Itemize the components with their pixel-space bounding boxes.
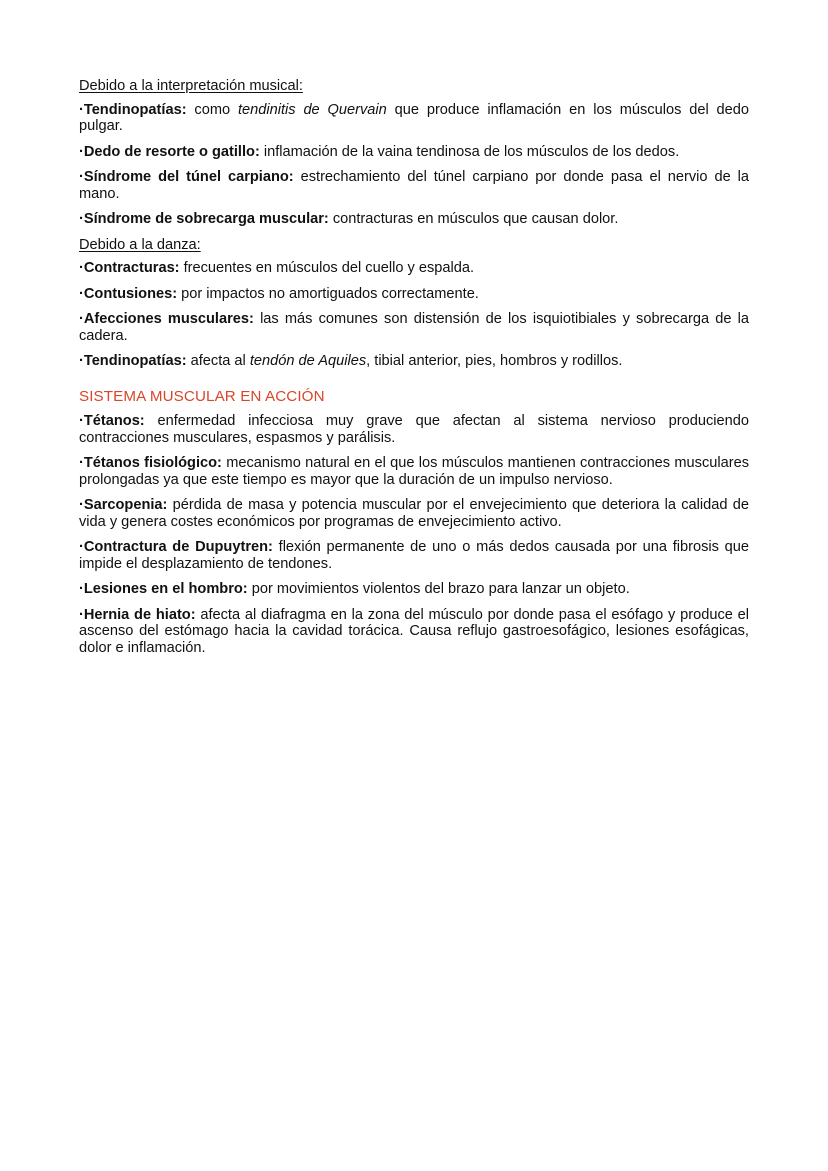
accion-item-sarcopenia: [79, 497, 749, 530]
item-text: frecuentes en músculos del cuello y espalda.: [179, 260, 475, 276]
item-text: contracturas en músculos que causan dolor.: [328, 211, 619, 227]
danza-item-afecciones: [79, 311, 749, 344]
item-text: inflamación de la vaina tendinosa de los músculos de los dedos.: [259, 143, 680, 160]
item-term: ·Tétanos:: [79, 413, 145, 429]
item-text: por impactos no amortiguados correctamente.: [177, 285, 479, 302]
item-text: estrechamiento del túnel carpiano por donde pasa el nervio de la mano.: [79, 169, 749, 202]
item-term: ·Afecciones musculares:: [79, 311, 254, 327]
item-term: ·Dedo de resorte o gatillo:: [79, 143, 260, 160]
item-text: , tibial anterior, pies, hombros y rodillos.: [366, 353, 623, 369]
item-text: que produce inflamación en los músculos del dedo pulgar.: [79, 101, 750, 134]
section-heading-sistema-muscular: SISTEMA MUSCULAR EN ACCIÓN: [79, 387, 325, 405]
item-text: mecanismo natural en el que los músculos mantienen contracciones musculares prolongadas ya que este tiempo es mayor que la duración de un impulso nervioso.: [79, 455, 749, 488]
danza-subsection-title: Debido a la danza:: [79, 236, 201, 253]
item-text: pérdida de masa y potencia muscular por el envejecimiento que deteriora la calidad de vida y genera costes económicos por programas de envejecimiento activo.: [79, 497, 749, 530]
item-italic: tendón de Aquiles: [249, 353, 367, 369]
item-term: ·Síndrome de sobrecarga muscular:: [79, 211, 329, 227]
item-text: las más comunes son distensión de los isquiotibiales y sobrecarga de la cadera.: [79, 311, 750, 344]
musical-item-tendinopatias: [79, 102, 749, 135]
musical-item-tunel-carpiano: [79, 169, 749, 202]
accion-item-tetanos: [79, 413, 749, 446]
item-term: ·Hernia de hiato:: [79, 606, 196, 623]
item-text: flexión permanente de uno o más dedos causada por una fibrosis que impide el desplazamiento de tendones.: [79, 539, 749, 572]
item-text: por movimientos violentos del brazo para lanzar un objeto.: [247, 581, 630, 597]
item-term: ·Contracturas:: [79, 260, 180, 276]
musical-item-dedo-resorte: [79, 144, 749, 161]
item-term: ·Sarcopenia:: [79, 497, 168, 513]
item-italic: tendinitis de Quervain: [237, 101, 387, 118]
danza-item-tendinopatias: [79, 353, 749, 370]
danza-item-contracturas: [79, 260, 749, 277]
item-term: ·Contractura de Dupuytren:: [79, 539, 273, 555]
accion-item-dupuytren: [79, 539, 749, 572]
item-text: afecta al diafragma en la zona del músculo por donde pasa el esófago y produce el ascenso del estómago hacia la cavidad torácica. Causa reflujo gastroesofágico, lesiones esofágicas, dolor e inflamación.: [79, 606, 749, 656]
accion-item-hernia-hiato: [79, 607, 749, 657]
accion-item-hombro: [79, 581, 749, 598]
item-text: enfermedad infecciosa muy grave que afectan al sistema nervioso produciendo contracciones musculares, espasmos y parálisis.: [79, 413, 749, 446]
danza-item-contusiones: [79, 286, 749, 303]
document-page: [79, 78, 749, 665]
item-text: como: [186, 101, 238, 118]
item-term: ·Síndrome del túnel carpiano:: [79, 169, 294, 185]
item-term: ·Contusiones:: [79, 285, 178, 302]
accion-item-tetanos-fisiologico: [79, 455, 749, 488]
item-term: ·Tendinopatías:: [79, 101, 187, 118]
item-text: afecta al: [186, 353, 250, 369]
musical-item-sobrecarga: [79, 211, 749, 228]
item-term: ·Lesiones en el hombro:: [79, 581, 248, 597]
item-term: ·Tendinopatías:: [79, 353, 187, 369]
musical-subsection-title: Debido a la interpretación musical:: [79, 78, 303, 94]
item-term: ·Tétanos fisiológico:: [79, 455, 222, 471]
